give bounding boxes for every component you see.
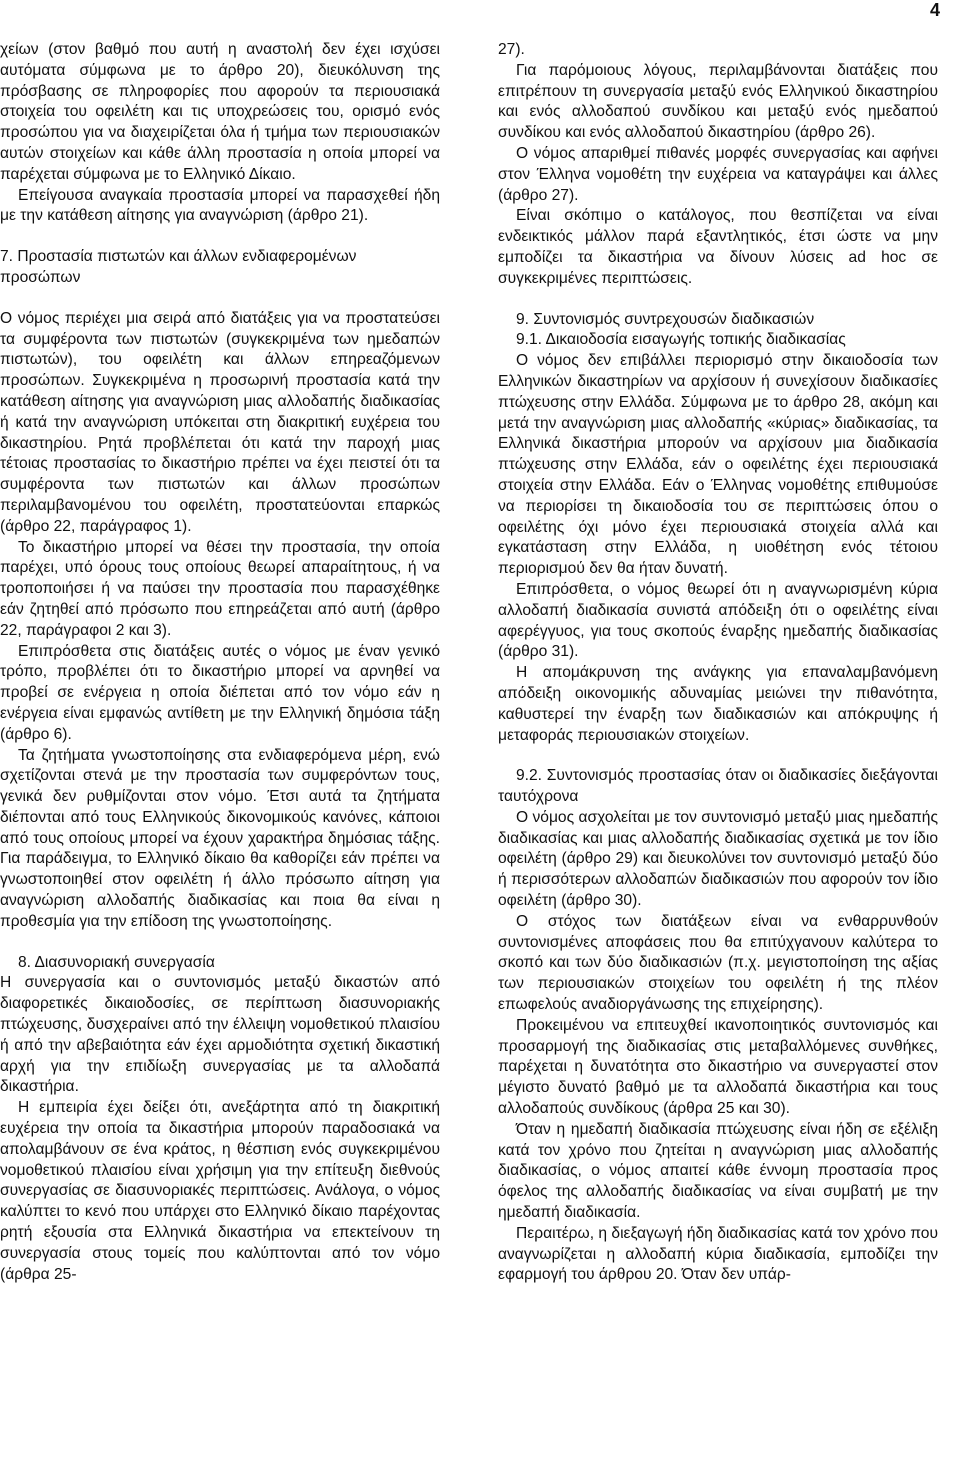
subsection-heading-9-2: 9.2. Συντονισμός προστασίας όταν οι διαδικασίες διεξάγονται ταυτόχρονα: [498, 767, 938, 806]
subsection-heading-9-1: 9.1. Δικαιοδοσία εισαγωγής τοπικής διαδικασίας: [516, 331, 846, 349]
paragraph: Το δικαστήριο μπορεί να θέσει την προστασία, την οποία παρέχει, υπό όρους τους οποίους θεωρεί απαραίτητους, ή να τροποποιήσει ή να παύσει την προστασία που παρασχέθηκε εάν ζητηθεί από πρόσωπο που επηρεάζεται από αυτή (άρθρο 22, παράγραφοι 2 και 3).: [0, 538, 440, 639]
paragraph: Επείγουσα αναγκαία προστασία μπορεί να παρασχεθεί ήδη με την κατάθεση αίτησης για αναγνώριση (άρθρο 21).: [0, 186, 440, 225]
paragraph: Η εμπειρία έχει δείξει ότι, ανεξάρτητα από τη διακριτική ευχέρεια την οποία τα δικαστήρια μπορούν παραδοσιακά να απολαμβάνουν σε ένα κράτος, η θέσπιση ενός συγκεκριμένου νομοθετικού πλαισίου είναι χρήσιμη για την επίτευξη διεθνούς συνεργασίας σε διασυνοριακές περιπτώσεις. Ανάλογα, ο νόμος καλύπτει το κενό που υπάρχει στο Ελληνικό δίκαιο παρέχοντας ρητή εξουσία στα Ελληνικά δικαστήρια να επεκτείνουν τη συνεργασία στους τομείς που καλύπτονται από τον νόμο (άρθρα 25-: [0, 1099, 440, 1283]
paragraph: Ο νόμος περιέχει μια σειρά από διατάξεις για να προστατεύσει τα συμφέροντα των πιστωτών (συγκεκριμένα των ημεδαπών πιστωτών), του οφειλέτη και άλλων επηρεαζόμενων προσώπων. Συγκεκριμένα η προσωρινή προστασία κατά την κατάθεση αίτησης για αναγνώριση μιας αλλοδαπής διαδικασίας ή κατά την αναγνώριση υπόκειται στη διακριτική ευχέρεια του δικαστηρίου. Ρητά προβλέπεται ότι κατά την παροχή μιας τέτοιας προστασίας το δικαστήριο πρέπει να έχει πειστεί ότι τα συμφέροντα των πιστωτών και άλλων προσώπων περιλαμβανομένου του οφειλέτη, προστατεύονται επαρκώς (άρθρο 22, παράγραφος 1).: [0, 309, 440, 535]
section-heading-7: 7. Προστασία πιστωτών και άλλων ενδιαφερομένων προσώπων: [0, 248, 357, 286]
paragraph: Για παρόμοιους λόγους, περιλαμβάνονται διατάξεις που επιτρέπουν τη συνεργασία μεταξύ ενός Ελληνικού δικαστηρίου και ενός αλλοδαπού συνδίκου και μεταξύ ενός ημεδαπού συνδίκου και ενός αλλοδαπού δικαστηρίου (άρθρο 26).: [498, 61, 938, 142]
paragraph: Είναι σκόπιμο ο κατάλογος, που θεσπίζεται να είναι ενδεικτικός μάλλον παρά εξαντλητικός, έτσι ώστε να μην εμποδίζει τα δικαστήρια να δίνουν λύσεις ad hoc σε συγκεκριμένες περιπτώσεις.: [498, 207, 938, 287]
paragraph: Η απομάκρυνση της ανάγκης για επαναλαμβανόμενη απόδειξη οικονομικής αδυναμίας μειώνει την πιθανότητα, καθυστερεί την έναρξη των διαδικασιών και απόκρυψης ή μεταφοράς περιουσιακών στοιχείων.: [498, 664, 938, 744]
section-heading-8: 8. Διασυνοριακή συνεργασία: [18, 953, 215, 971]
paragraph: Τα ζητήματα γνωστοποίησης στα ενδιαφερόμενα μέρη, ενώ σχετίζονται στενά με την προστασία των συμφερόντων τους, γενικά δεν ρυθμίζονται στον νόμο. Έτσι αυτά τα ζητήματα διέπονται από τους Ελληνικούς δικονομικούς κανόνες, κάποιοι από τους οποίους μπορεί να έχουν χαρακτήρα δημόσιας τάξης. Για παράδειγμα, το Ελληνικό δίκαιο θα καθορίζει εάν πρέπει να γνωστοποιηθεί στον οφειλέτη ή άλλο πρόσωπο αίτηση για αναγνώριση αλλοδαπής διαδικασίας και ποια θα είναι η προθεσμία για την επίδοση της γνωστοποίησης.: [0, 746, 440, 930]
paragraph: Ο νόμος δεν επιβάλλει περιορισμό στην δικαιοδοσία των Ελληνικών δικαστηρίων να αρχίσουν ή συνεχίσουν διαδικασίες πτώχευσης στην Ελλάδα. Σύμφωνα με το άρθρο 28, ακόμη και μετά την αναγνώριση μιας αλλοδαπής «κύριας» διαδικασίας, τα Ελληνικά δικαστήρια μπορούν να αρχίσουν μια διαδικασία πτώχευσης στην Ελλάδα, εάν ο οφειλέτης έχει περιουσιακά στοιχεία στην Ελλάδα. Εάν ο Έλληνας νομοθέτης επιθυμούσε να περιορίσει τη δικαιοδοσία του σε περιπτώσεις όπου ο οφειλέτης όχι μόνο έχει περιουσιακά στοιχεία αλλά και εγκατάσταση στην Ελλάδα, η υιοθέτηση ενός τέτοιου περιορισμού δεν θα ήταν δυνατή.: [498, 352, 938, 578]
paragraph: Ο στόχος των διατάξεων είναι να ενθαρρυνθούν συντονισμένες αποφάσεις που θα επιτύχγανουν καλύτερα το σκοπό και των δύο διαδικασιών (π.χ. μεγιστοποίηση της αξίας των περιουσιακών στοιχείων του οφειλέτη ή της πλέον επωφελούς αναδιοργάνωσης της επιχείρησης).: [498, 912, 938, 1014]
paragraph: Επιπρόσθετα στις διατάξεις αυτές ο νόμος με έναν γενικό τρόπο, προβλέπει ότι το δικαστήριο μπορεί να αρνηθεί να προβεί σε ενέργεια η οποία διέπεται από τον νόμο εάν η ενέργεια είναι εμφανώς αντίθετη με την Ελληνική δημόσια τάξη (άρθρο 6).: [0, 642, 440, 743]
paragraph: Η συνεργασία και ο συντονισμός μεταξύ δικαστών από διαφορετικές δικαιοδοσίες, σε περίπτωση διασυνοριακής πτώχευσης, δυσχεραίνει από την έλλειψη νομοθετικού πλαισίου ή από την αβεβαιότητα εάν έχει αρμοδιότητα σχετική δικαστική αρχή για την επιδίωξη συνεργασίας με τα αλλοδαπά δικαστήρια.: [0, 974, 440, 1096]
section-heading-9: 9. Συντονισμός συντρεχουσών διαδικασιών: [516, 310, 815, 328]
right-column: [498, 40, 938, 1286]
page-number: 4: [929, 0, 940, 20]
paragraph: Ο νόμος απαριθμεί πιθανές μορφές συνεργασίας και αφήνει στον Έλληνα νομοθέτη την ευχέρεια να καταγράψει και άλλες (άρθρο 27).: [498, 144, 938, 204]
paragraph: Προκειμένου να επιτευχθεί ικανοποιητικός συντονισμός και προσαρμογή της διαδικασίας στις μεταβαλλόμενες συνθήκες, παρέχεται η δυνατότητα στο δικαστήριο να συνεργαστεί στον μέγιστο δυνατό βαθμό με τα αλλοδαπά δικαστήρια και τους αλλοδαπούς συνδίκους (άρθρα 25 και 30).: [498, 1016, 938, 1118]
paragraph: χείων (στον βαθμό που αυτή η αναστολή δεν έχει ισχύσει αυτόματα σύμφωνα με το άρθρο 20), διευκόλυνση της πρόσβασης σε πληροφορίες που αφορούν τα περιουσιακά στοιχεία του οφειλέτη και τις υποχρεώσεις του, ορισμό ενός προσώπου για να διαχειρίζεται όλα ή τμήμα των περιουσιακών αυτών στοιχείων και κάθε άλλη προστασία η οποία μπορεί να παρέχεται σύμφωνα με το Ελληνικό Δίκαιο.: [0, 41, 440, 183]
paragraph: 27).: [498, 41, 525, 58]
left-column: [0, 40, 440, 1285]
paragraph: Όταν η ημεδαπή διαδικασία πτώχευσης είναι ήδη σε εξέλιξη κατά τον χρόνο που ζητείται η αναγνώριση μιας αλλοδαπής διαδικασίας, ο νόμος απαιτεί κάθε έννομη προστασία προς όφελος της αλλοδαπής διαδικασίας να είναι συμβατή με την ημεδαπή διαδικασία.: [498, 1120, 938, 1222]
paragraph: Περαιτέρω, η διεξαγωγή ήδη διαδικασίας κατά τον χρόνο που αναγνωρίζεται η αλλοδαπή κύρια διαδικασία, εμποδίζει την εφαρμογή του άρθρου 20. Όταν δεν υπάρ-: [498, 1224, 938, 1284]
paragraph: Ο νόμος ασχολείται με τον συντονισμό μεταξύ μιας ημεδαπής διαδικασίας και μιας αλλοδαπής διαδικασίας σχετικά με τον ίδιο οφειλέτη (άρθρο 29) και διευκολύνει τον συντονισμό μεταξύ δύο ή περισσότερων αλλοδαπών διαδικασιών που αφορούν τον ίδιο οφειλέτη (άρθρο 30).: [498, 808, 938, 910]
paragraph: Επιπρόσθετα, ο νόμος θεωρεί ότι η αναγνωρισμένη κύρια αλλοδαπή διαδικασία συνιστά απόδειξη ότι ο οφειλέτης είναι αφερέγγυος, για τους σκοπούς έναρξης ημεδαπής διαδικασίας (άρθρο 31).: [498, 580, 938, 661]
